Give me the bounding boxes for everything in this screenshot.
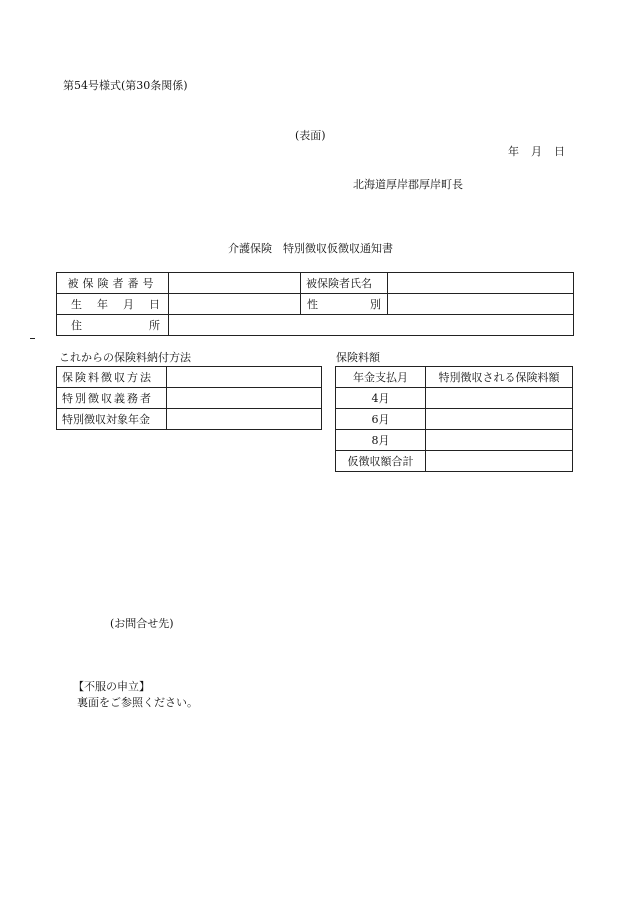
birth-label (57, 294, 169, 315)
amount-cell (426, 388, 573, 409)
sex-value (388, 294, 574, 315)
birth-value (169, 294, 301, 315)
table-row (57, 273, 574, 294)
target-pension-label: 特別徴収対象年金 (57, 409, 167, 430)
birth-label-3: 月 (123, 298, 134, 311)
insured-number-label: 被保険者番号 (57, 273, 169, 294)
table-row (336, 451, 573, 472)
birth-label-4: 日 (149, 298, 160, 311)
insured-info-table (56, 272, 574, 336)
month-cell: 4月 (336, 388, 426, 409)
insured-name-value (388, 273, 574, 294)
sex-label (301, 294, 388, 315)
payment-method-heading: これからの保険料納付方法 (59, 351, 191, 364)
birth-label-2: 年 (97, 298, 108, 311)
month-cell: 6月 (336, 409, 426, 430)
margin-mark (30, 338, 35, 339)
insured-number-value (169, 273, 301, 294)
premium-table (335, 366, 573, 472)
payment-method-table (56, 366, 322, 430)
month-cell: 8月 (336, 430, 426, 451)
issuer: 北海道厚岸郡厚岸町長 (353, 178, 463, 191)
table-row (57, 315, 574, 336)
collection-method-label: 保険料徴収方法 (57, 367, 167, 388)
table-row (57, 367, 322, 388)
table-row (57, 388, 322, 409)
collection-agent-label: 特別徴収義務者 (57, 388, 167, 409)
total-label: 仮徴収額合計 (336, 451, 426, 472)
side-label: (表面) (295, 129, 326, 142)
sex-label-2: 別 (370, 298, 381, 311)
table-row (57, 294, 574, 315)
table-row (336, 367, 573, 388)
collection-method-value (167, 367, 322, 388)
table-row (336, 388, 573, 409)
address-label-2: 所 (149, 319, 160, 332)
table-row (336, 430, 573, 451)
address-label (57, 315, 169, 336)
total-value (426, 451, 573, 472)
date-month: 月 (531, 145, 542, 158)
birth-label-1: 生 (71, 298, 82, 311)
collection-agent-value (167, 388, 322, 409)
premium-heading: 保険料額 (336, 351, 380, 364)
table-row (57, 409, 322, 430)
objection-text: 裏面をご参照ください。 (77, 696, 198, 709)
amount-cell (426, 409, 573, 430)
month-column-header: 年金支払月 (336, 367, 426, 388)
inquiry-label: (お問合せ先) (110, 617, 174, 630)
objection-heading: 【不服の申立】 (73, 680, 150, 693)
form-number: 第54号様式(第30条関係) (63, 79, 188, 92)
date-year: 年 (508, 145, 519, 158)
address-value (169, 315, 574, 336)
document-title: 介護保険 特別徴収仮徴収通知書 (228, 242, 393, 255)
sex-label-1: 性 (307, 298, 318, 311)
date-day: 日 (554, 145, 565, 158)
amount-column-header: 特別徴収される保険料額 (426, 367, 573, 388)
target-pension-value (167, 409, 322, 430)
amount-cell (426, 430, 573, 451)
table-row (336, 409, 573, 430)
insured-name-label: 被保険者氏名 (301, 273, 388, 294)
address-label-1: 住 (71, 319, 82, 332)
